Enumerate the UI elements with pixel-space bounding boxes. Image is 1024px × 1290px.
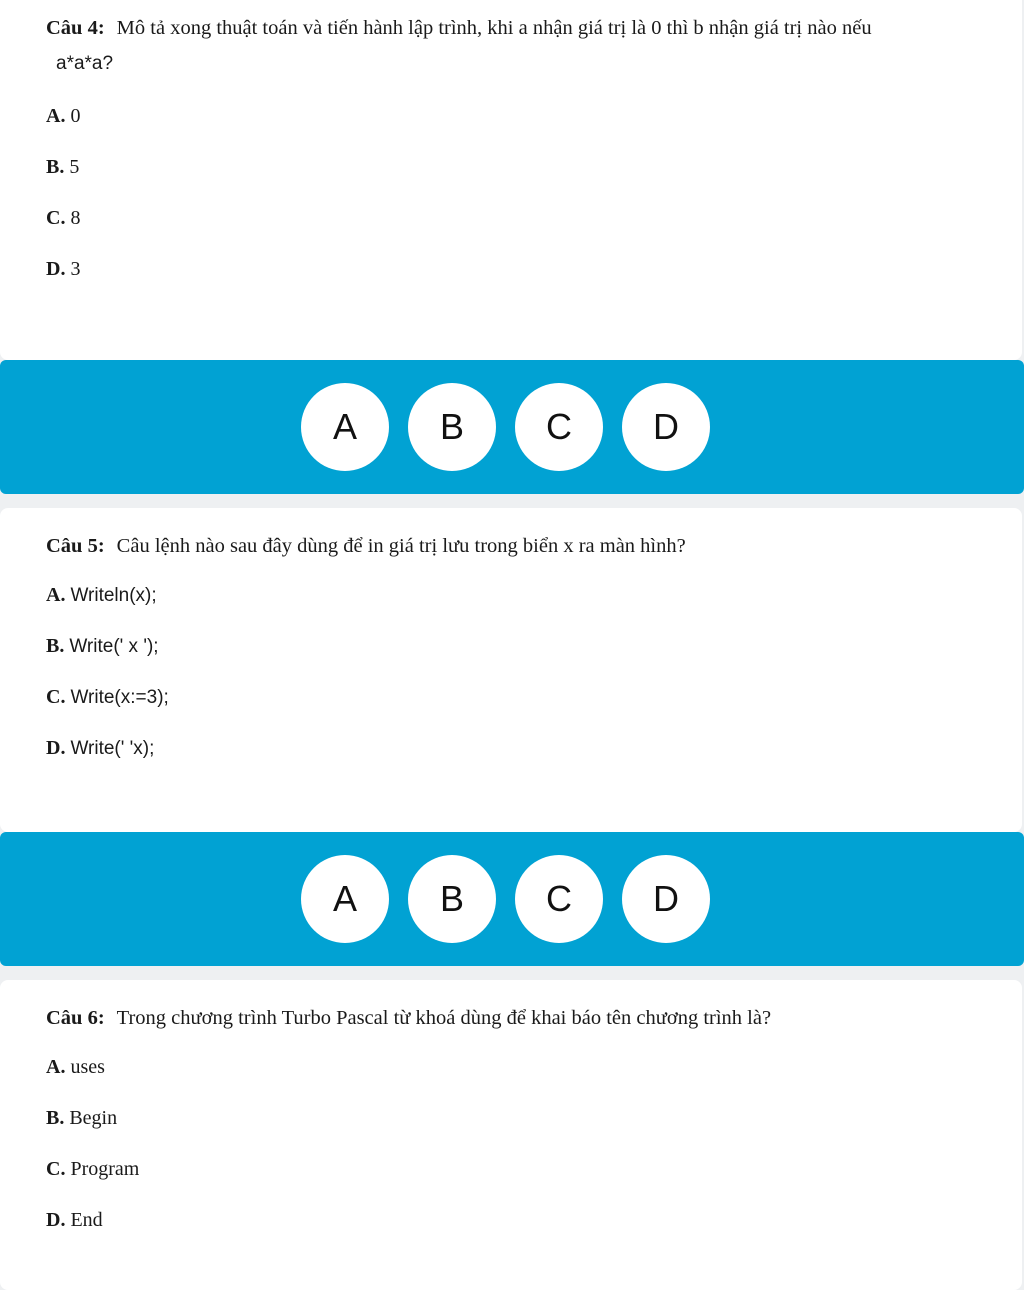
- question-4-title: [46, 10, 872, 82]
- option-text: uses: [70, 1056, 105, 1078]
- question-5-number: Câu 5:: [46, 535, 105, 557]
- answer-button-a[interactable]: A: [301, 855, 389, 943]
- option-text: Write(' 'x);: [70, 738, 155, 759]
- question-5-text: Câu lệnh nào sau đây dùng để in giá trị lưu trong biển x ra màn hình?: [116, 535, 686, 557]
- answer-button-c[interactable]: C: [515, 383, 603, 471]
- question-5-option-a: [46, 582, 157, 609]
- question-6-text: Trong chương trình Turbo Pascal từ khoá dùng để khai báo tên chương trình là?: [116, 1007, 772, 1029]
- answer-button-b[interactable]: B: [408, 383, 496, 471]
- option-text: 3: [70, 258, 81, 280]
- option-text: Writeln(x);: [70, 585, 157, 606]
- question-6-option-a: [46, 1054, 105, 1080]
- option-letter: A.: [46, 105, 66, 127]
- question-5-option-c: [46, 684, 169, 711]
- option-letter: C.: [46, 686, 66, 708]
- option-letter: B.: [46, 156, 65, 178]
- option-letter: C.: [46, 1158, 66, 1180]
- question-6-title: [46, 1000, 771, 1036]
- question-6-option-b: [46, 1105, 117, 1131]
- question-5-option-b: [46, 633, 159, 660]
- question-card-4: [0, 0, 1022, 360]
- answer-button-b[interactable]: B: [408, 855, 496, 943]
- answer-bar-question-4: [0, 360, 1024, 494]
- question-card-6: [0, 980, 1022, 1290]
- option-letter: B.: [46, 1107, 65, 1129]
- question-6-option-d: [46, 1207, 103, 1233]
- option-text: Begin: [69, 1107, 118, 1129]
- question-6-number: Câu 6:: [46, 1007, 105, 1029]
- option-text: End: [70, 1209, 103, 1231]
- option-text: 5: [69, 156, 80, 178]
- option-text: Program: [70, 1158, 140, 1180]
- answer-button-d[interactable]: D: [622, 855, 710, 943]
- question-4-option-c: [46, 205, 80, 231]
- option-text: 8: [70, 207, 81, 229]
- question-4-text-continued: a*a*a?: [56, 53, 114, 74]
- option-letter: B.: [46, 635, 65, 657]
- question-card-5: [0, 508, 1022, 832]
- question-4-number: Câu 4:: [46, 17, 105, 39]
- question-5-title: [46, 528, 686, 564]
- option-letter: A.: [46, 584, 66, 606]
- answer-button-a[interactable]: A: [301, 383, 389, 471]
- question-4-text: Mô tả xong thuật toán và tiến hành lập trình, khi a nhận giá trị là 0 thì b nhận giá trị nào nếu: [116, 17, 872, 39]
- answer-button-d[interactable]: D: [622, 383, 710, 471]
- answer-bar-question-5: [0, 832, 1024, 966]
- option-text: Write(' x ');: [69, 636, 159, 657]
- option-letter: D.: [46, 737, 66, 759]
- option-letter: D.: [46, 1209, 66, 1231]
- option-text: 0: [70, 105, 81, 127]
- question-4-option-b: [46, 154, 79, 180]
- question-4-option-d: [46, 256, 80, 282]
- option-text: Write(x:=3);: [70, 687, 169, 708]
- answer-button-c[interactable]: C: [515, 855, 603, 943]
- question-6-option-c: [46, 1156, 139, 1182]
- question-5-option-d: [46, 735, 154, 762]
- question-4-option-a: [46, 103, 80, 129]
- option-letter: C.: [46, 207, 66, 229]
- option-letter: A.: [46, 1056, 66, 1078]
- option-letter: D.: [46, 258, 66, 280]
